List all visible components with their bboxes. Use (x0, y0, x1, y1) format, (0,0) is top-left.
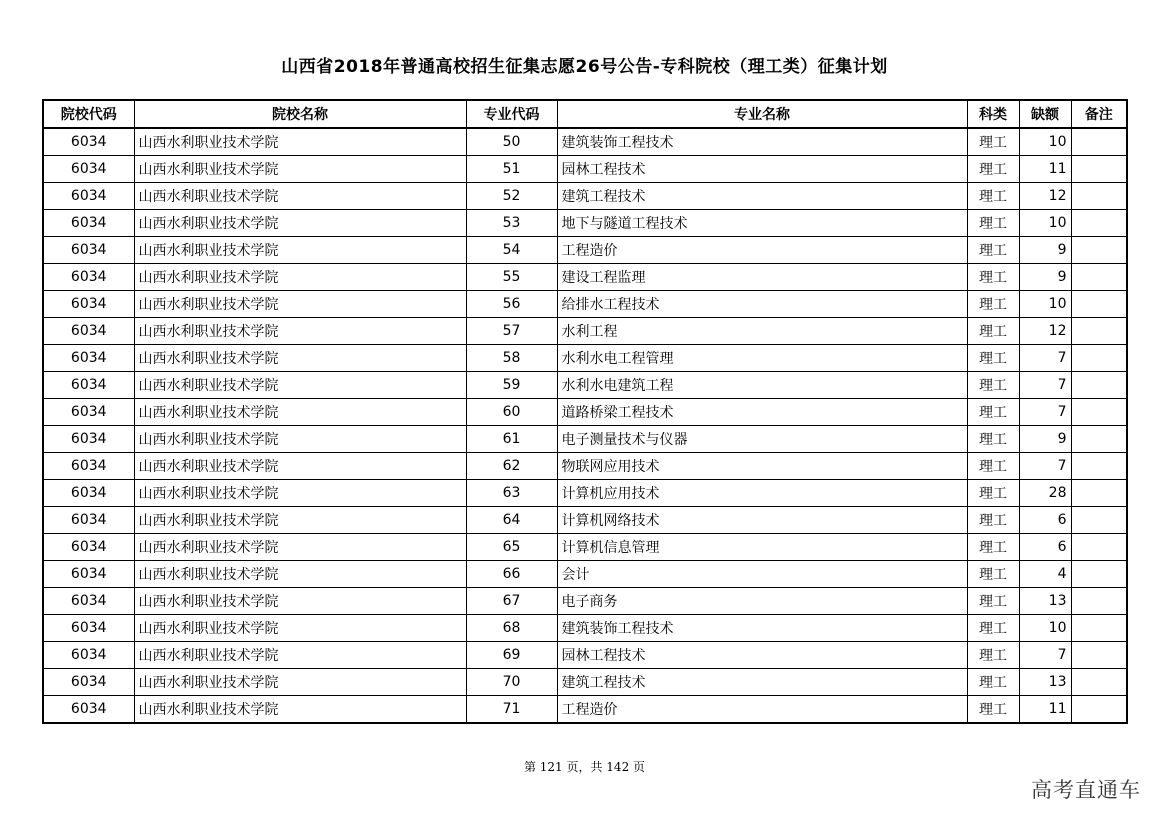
school-code-cell: 6034 (43, 237, 134, 264)
school-name-cell: 山西水利职业技术学院 (134, 345, 466, 372)
table-row (43, 264, 1127, 291)
major-code-cell: 56 (466, 291, 557, 318)
remarks-cell (1071, 588, 1127, 615)
vacancy-cell: 7 (1019, 399, 1071, 426)
page-footer: 第 121 页，共 142 页 (523, 760, 646, 774)
major-name-cell: 工程造价 (557, 696, 967, 724)
header-major-code: 专业代码 (466, 100, 557, 128)
major-code-cell: 69 (466, 642, 557, 669)
remarks-cell (1071, 615, 1127, 642)
subject-cell: 理工 (967, 561, 1019, 588)
table-row (43, 453, 1127, 480)
subject-cell: 理工 (967, 318, 1019, 345)
school-code-cell: 6034 (43, 507, 134, 534)
table-row (43, 399, 1127, 426)
remarks-cell (1071, 642, 1127, 669)
school-name-cell: 山西水利职业技术学院 (134, 372, 466, 399)
header-major-name: 专业名称 (557, 100, 967, 128)
major-code-cell: 68 (466, 615, 557, 642)
vacancy-cell: 7 (1019, 453, 1071, 480)
major-code-cell: 54 (466, 237, 557, 264)
subject-cell: 理工 (967, 615, 1019, 642)
major-code-cell: 50 (466, 128, 557, 156)
school-code-cell: 6034 (43, 291, 134, 318)
school-code-cell: 6034 (43, 399, 134, 426)
remarks-cell (1071, 318, 1127, 345)
remarks-cell (1071, 237, 1127, 264)
major-name-cell: 建筑工程技术 (557, 669, 967, 696)
vacancy-cell: 11 (1019, 156, 1071, 183)
school-code-cell: 6034 (43, 561, 134, 588)
major-code-cell: 70 (466, 669, 557, 696)
major-name-cell: 给排水工程技术 (557, 291, 967, 318)
table-row (43, 480, 1127, 507)
table-row (43, 696, 1127, 724)
vacancy-cell: 9 (1019, 264, 1071, 291)
vacancy-cell: 4 (1019, 561, 1071, 588)
vacancy-cell: 9 (1019, 426, 1071, 453)
vacancy-cell: 13 (1019, 669, 1071, 696)
major-name-cell: 道路桥梁工程技术 (557, 399, 967, 426)
major-name-cell: 水利工程 (557, 318, 967, 345)
major-name-cell: 地下与隧道工程技术 (557, 210, 967, 237)
school-code-cell: 6034 (43, 345, 134, 372)
major-code-cell: 64 (466, 507, 557, 534)
remarks-cell (1071, 480, 1127, 507)
school-code-cell: 6034 (43, 615, 134, 642)
major-name-cell: 会计 (557, 561, 967, 588)
school-code-cell: 6034 (43, 128, 134, 156)
major-name-cell: 园林工程技术 (557, 156, 967, 183)
table-row (43, 156, 1127, 183)
subject-cell: 理工 (967, 669, 1019, 696)
school-code-cell: 6034 (43, 156, 134, 183)
school-code-cell: 6034 (43, 480, 134, 507)
table-header-row (43, 100, 1127, 128)
major-name-cell: 建筑装饰工程技术 (557, 128, 967, 156)
remarks-cell (1071, 183, 1127, 210)
major-name-cell: 建筑工程技术 (557, 183, 967, 210)
remarks-cell (1071, 399, 1127, 426)
school-code-cell: 6034 (43, 669, 134, 696)
school-name-cell: 山西水利职业技术学院 (134, 453, 466, 480)
vacancy-cell: 6 (1019, 507, 1071, 534)
school-name-cell: 山西水利职业技术学院 (134, 291, 466, 318)
school-name-cell: 山西水利职业技术学院 (134, 669, 466, 696)
major-code-cell: 59 (466, 372, 557, 399)
enrollment-plan-table (42, 99, 1128, 724)
remarks-cell (1071, 291, 1127, 318)
remarks-cell (1071, 264, 1127, 291)
major-name-cell: 工程造价 (557, 237, 967, 264)
school-name-cell: 山西水利职业技术学院 (134, 642, 466, 669)
subject-cell: 理工 (967, 128, 1019, 156)
school-code-cell: 6034 (43, 453, 134, 480)
major-code-cell: 62 (466, 453, 557, 480)
major-name-cell: 建筑装饰工程技术 (557, 615, 967, 642)
major-code-cell: 71 (466, 696, 557, 724)
major-code-cell: 63 (466, 480, 557, 507)
subject-cell: 理工 (967, 453, 1019, 480)
vacancy-cell: 12 (1019, 183, 1071, 210)
major-name-cell: 计算机信息管理 (557, 534, 967, 561)
school-name-cell: 山西水利职业技术学院 (134, 534, 466, 561)
header-subject: 科类 (967, 100, 1019, 128)
subject-cell: 理工 (967, 399, 1019, 426)
table-row (43, 588, 1127, 615)
remarks-cell (1071, 345, 1127, 372)
remarks-cell (1071, 210, 1127, 237)
school-name-cell: 山西水利职业技术学院 (134, 264, 466, 291)
major-code-cell: 61 (466, 426, 557, 453)
major-name-cell: 电子商务 (557, 588, 967, 615)
school-name-cell: 山西水利职业技术学院 (134, 318, 466, 345)
header-remarks: 备注 (1071, 100, 1127, 128)
major-name-cell: 计算机应用技术 (557, 480, 967, 507)
subject-cell: 理工 (967, 480, 1019, 507)
table-row (43, 345, 1127, 372)
school-code-cell: 6034 (43, 183, 134, 210)
document-title: 山西省2018年普通高校招生征集志愿26号公告-专科院校（理工类）征集计划 (281, 57, 888, 77)
school-name-cell: 山西水利职业技术学院 (134, 237, 466, 264)
school-name-cell: 山西水利职业技术学院 (134, 561, 466, 588)
school-name-cell: 山西水利职业技术学院 (134, 426, 466, 453)
subject-cell: 理工 (967, 642, 1019, 669)
remarks-cell (1071, 507, 1127, 534)
table-row (43, 615, 1127, 642)
table-row (43, 507, 1127, 534)
vacancy-cell: 11 (1019, 696, 1071, 724)
major-code-cell: 53 (466, 210, 557, 237)
school-name-cell: 山西水利职业技术学院 (134, 156, 466, 183)
remarks-cell (1071, 696, 1127, 724)
table-row (43, 210, 1127, 237)
table-row (43, 291, 1127, 318)
subject-cell: 理工 (967, 372, 1019, 399)
subject-cell: 理工 (967, 156, 1019, 183)
header-school-name: 院校名称 (134, 100, 466, 128)
major-name-cell: 计算机网络技术 (557, 507, 967, 534)
subject-cell: 理工 (967, 426, 1019, 453)
subject-cell: 理工 (967, 264, 1019, 291)
vacancy-cell: 10 (1019, 128, 1071, 156)
vacancy-cell: 10 (1019, 210, 1071, 237)
vacancy-cell: 28 (1019, 480, 1071, 507)
school-name-cell: 山西水利职业技术学院 (134, 480, 466, 507)
school-code-cell: 6034 (43, 696, 134, 724)
major-code-cell: 52 (466, 183, 557, 210)
subject-cell: 理工 (967, 237, 1019, 264)
table-row (43, 128, 1127, 156)
major-name-cell: 建设工程监理 (557, 264, 967, 291)
school-name-cell: 山西水利职业技术学院 (134, 588, 466, 615)
school-code-cell: 6034 (43, 426, 134, 453)
remarks-cell (1071, 372, 1127, 399)
header-school-code: 院校代码 (43, 100, 134, 128)
subject-cell: 理工 (967, 507, 1019, 534)
vacancy-cell: 10 (1019, 291, 1071, 318)
remarks-cell (1071, 534, 1127, 561)
school-name-cell: 山西水利职业技术学院 (134, 128, 466, 156)
school-name-cell: 山西水利职业技术学院 (134, 399, 466, 426)
vacancy-cell: 7 (1019, 642, 1071, 669)
table-row (43, 642, 1127, 669)
remarks-cell (1071, 453, 1127, 480)
school-name-cell: 山西水利职业技术学院 (134, 507, 466, 534)
remarks-cell (1071, 156, 1127, 183)
school-code-cell: 6034 (43, 318, 134, 345)
major-code-cell: 65 (466, 534, 557, 561)
school-code-cell: 6034 (43, 534, 134, 561)
major-code-cell: 51 (466, 156, 557, 183)
school-code-cell: 6034 (43, 210, 134, 237)
major-name-cell: 电子测量技术与仪器 (557, 426, 967, 453)
subject-cell: 理工 (967, 534, 1019, 561)
major-name-cell: 水利水电建筑工程 (557, 372, 967, 399)
vacancy-cell: 13 (1019, 588, 1071, 615)
major-code-cell: 57 (466, 318, 557, 345)
vacancy-cell: 10 (1019, 615, 1071, 642)
table-row (43, 318, 1127, 345)
remarks-cell (1071, 669, 1127, 696)
school-name-cell: 山西水利职业技术学院 (134, 210, 466, 237)
school-code-cell: 6034 (43, 264, 134, 291)
vacancy-cell: 12 (1019, 318, 1071, 345)
vacancy-cell: 7 (1019, 345, 1071, 372)
major-code-cell: 67 (466, 588, 557, 615)
header-vacancy: 缺额 (1019, 100, 1071, 128)
major-name-cell: 物联网应用技术 (557, 453, 967, 480)
major-code-cell: 55 (466, 264, 557, 291)
table-row (43, 372, 1127, 399)
subject-cell: 理工 (967, 696, 1019, 724)
vacancy-cell: 7 (1019, 372, 1071, 399)
major-name-cell: 园林工程技术 (557, 642, 967, 669)
subject-cell: 理工 (967, 210, 1019, 237)
table-body (43, 128, 1127, 723)
watermark-text: 高考直通车 (1031, 778, 1141, 802)
table-row (43, 669, 1127, 696)
vacancy-cell: 6 (1019, 534, 1071, 561)
subject-cell: 理工 (967, 183, 1019, 210)
school-code-cell: 6034 (43, 588, 134, 615)
major-code-cell: 60 (466, 399, 557, 426)
major-name-cell: 水利水电工程管理 (557, 345, 967, 372)
table-row (43, 183, 1127, 210)
school-name-cell: 山西水利职业技术学院 (134, 696, 466, 724)
table-row (43, 426, 1127, 453)
subject-cell: 理工 (967, 588, 1019, 615)
table-row (43, 561, 1127, 588)
school-name-cell: 山西水利职业技术学院 (134, 183, 466, 210)
remarks-cell (1071, 128, 1127, 156)
subject-cell: 理工 (967, 291, 1019, 318)
subject-cell: 理工 (967, 345, 1019, 372)
vacancy-cell: 9 (1019, 237, 1071, 264)
table-row (43, 534, 1127, 561)
school-name-cell: 山西水利职业技术学院 (134, 615, 466, 642)
major-code-cell: 66 (466, 561, 557, 588)
major-code-cell: 58 (466, 345, 557, 372)
school-code-cell: 6034 (43, 372, 134, 399)
remarks-cell (1071, 561, 1127, 588)
table-row (43, 237, 1127, 264)
school-code-cell: 6034 (43, 642, 134, 669)
remarks-cell (1071, 426, 1127, 453)
